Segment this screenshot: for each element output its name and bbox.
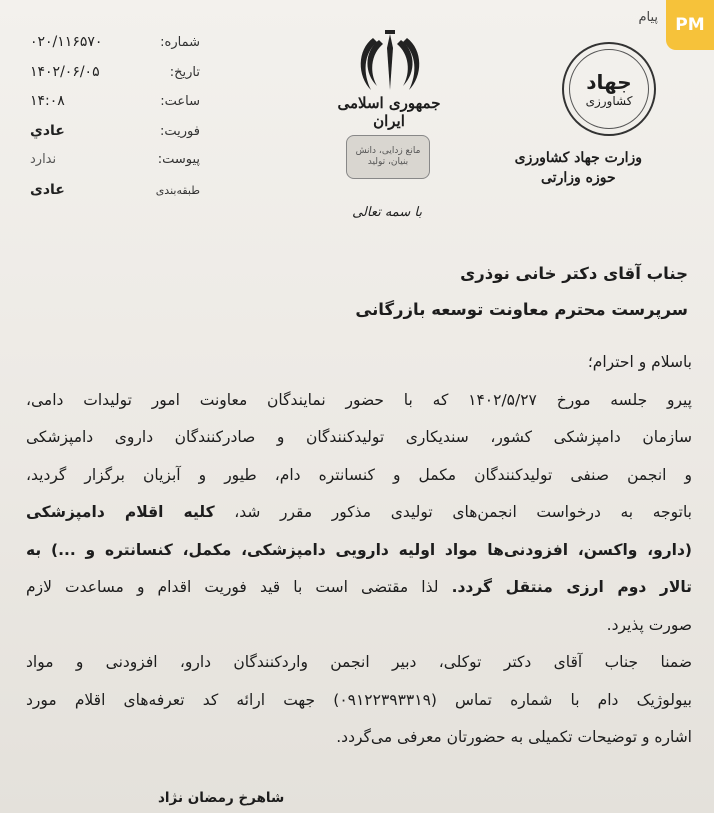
body-text: باتوجه به درخواست انجمن‌های تولیدی مذکور مقرر شد، [214,503,692,521]
recipient-name: جناب آقای دکتر خانی نوذری [460,264,688,283]
number-label: شماره: [160,35,200,50]
body-line [26,569,692,607]
meta-urgency-row [30,123,200,153]
header-calligraphy: با سمه تعالی [352,205,422,220]
site-watermark: پیام [638,10,658,25]
time-label: ساعت: [160,94,200,109]
meta-attachment-row [30,152,200,182]
date-value: ۱۴۰۲/۰۶/۰۵ [30,63,100,80]
greeting: باسلام و احترام؛ [587,353,692,371]
body-text: لذا مقتضی است با قید فوریت اقدام و مساعدت لازم [26,578,452,596]
ministry-name-line1: وزارت جهاد کشاورزی [514,150,642,166]
meta-classification-row [30,182,200,212]
body-line: و انجمن صنفی تولیدکنندگان مکمل و کنسانتره دام، طیور و آبزیان برگزار گردید، [26,465,692,484]
ministry-logo-top-text: جهاد [586,70,632,94]
body-line [26,494,692,532]
body-line: صورت پذیرد. [606,615,692,634]
recipient-title: سرپرست محترم معاونت توسعه بازرگانی [355,300,688,319]
ministry-logo [562,42,656,136]
brand-logo [666,0,714,50]
number-value: ۰۲۰/۱۱۶۵۷۰ [30,34,103,50]
ministry-name-line2: حوزه وزارتی [541,170,616,187]
letter-meta [30,34,200,211]
ministry-logo-bottom-text: کشاورزی [585,94,633,108]
republic-title: جمهوری اسلامی ایران [337,94,441,130]
brand-logo-text: PM [675,15,705,35]
meta-time-row [30,93,200,123]
body-line: اشاره و توضیحات تکمیلی به حضورتان معرفی می‌گردد. [336,728,692,746]
classification-value: عادی [30,181,65,198]
attachment-value: ندارد [30,152,57,167]
time-value: ۱۴:۰۸ [30,93,65,109]
iran-emblem-icon [355,30,425,94]
body-text-bold: کلیه اقلام دامپزشکی [26,503,215,521]
body-line: پیرو جلسه مورخ ۱۴۰۲/۵/۲۷ که با حضور نمایندگان معاونت امور تولیدات دامی، [26,390,693,409]
ministry-name [515,148,642,189]
urgency-label: فوریت: [160,123,200,139]
meta-number-row [30,34,200,64]
body-line-bold: (دارو، واکسن، افزودنی‌ها مواد اولیه دارویی دامپزشکی، مکمل، کنسانتره و ...) به [26,540,692,559]
letter-body [26,344,692,757]
attachment-label: پیوست: [157,152,200,167]
classification-label: طبقه‌بندی [155,183,200,197]
signer-name: شاهرخ رمضان نژاد [158,790,285,806]
recipient-block [355,256,688,328]
meta-date-row [30,64,200,94]
body-text-bold: تالار دوم ارزی منتقل گردد. [451,578,692,596]
body-line: ضمنا جناب آقای دکتر توکلی، دبیر انجمن واردکنندگان دارو، افزودنی و مواد [26,653,692,671]
year-slogan-stamp: مانع زدایی، دانش بنیان، تولید [346,135,430,179]
body-line: بیولوژیک دام با شماره تماس (۰۹۱۲۲۳۹۳۳۱۹) جهت ارائه کد تعرفه‌های اقلام مورد [26,690,692,709]
date-label: تاریخ: [169,64,200,80]
urgency-value: عادي [30,122,65,139]
body-line: سازمان دامپزشکی کشور، سندیکاری تولیدکنندگان و صادرکنندگان داروی دامپزشکی [26,428,692,446]
